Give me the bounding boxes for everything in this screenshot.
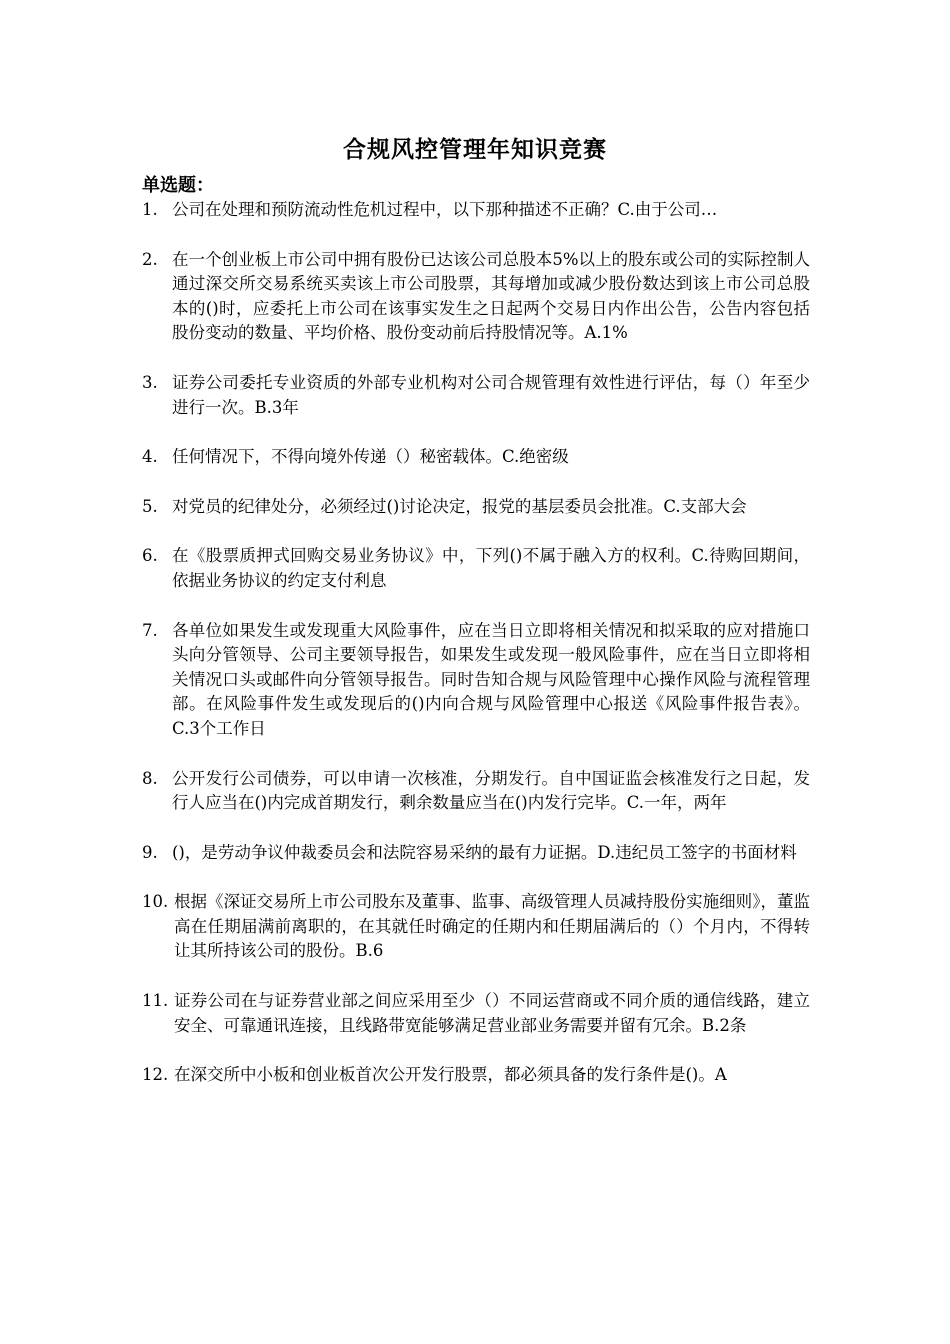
question-number: 6. — [142, 546, 158, 566]
section-heading: 单选题： — [142, 175, 214, 196]
question-number: 3. — [142, 372, 158, 392]
question-item — [142, 248, 810, 346]
question-text: 在《股票质押式回购交易业务协议》中，下列()不属于融入方的权利。C.待购回期间，依据业务协议的约定支付利息 — [172, 546, 810, 590]
question-number: 1. — [142, 200, 158, 219]
question-item — [142, 619, 810, 742]
question-text: 根据《深证交易所上市公司股东及董事、监事、高级管理人员减持股份实施细则》，董监高在任期届满前离职的，在其就任时确定的任期内和任期届满后的（）个月内，不得转让其所持该公司的股份。B.6 — [174, 892, 810, 961]
question-number: 9. — [142, 842, 158, 862]
question-text: 公开发行公司债券，可以申请一次核准，分期发行。自中国证监会核准发行之日起，发行人应当在()内完成首期发行，剩余数量应当在()内发行完毕。C.一年，两年 — [172, 768, 810, 813]
question-number: 4. — [142, 447, 158, 467]
question-number: 2. — [142, 249, 158, 269]
question-item — [142, 767, 810, 816]
question-text: 公司在处理和预防流动性危机过程中，以下那种描述不正确？C.由于公司… — [172, 200, 718, 219]
question-text: 在一个创业板上市公司中拥有股份已达该公司总股本5%以上的股东或公司的实际控制人通过深交所交易系统买卖该上市公司股票，其每增加或减少股份数达到该上市公司总股本的()时，应委托上市公司在该事实发生之日起两个交易日内作出公告，公告内容包括股份变动的数量、平均价格、股份变动前后持股情况等。A.1% — [172, 249, 810, 343]
document-title: 合规风控管理年知识竞赛 — [343, 136, 607, 163]
question-text: 证券公司在与证券营业部之间应采用至少（）不同运营商或不同介质的通信线路，建立安全、可靠通讯连接，且线路带宽能够满足营业部业务需要并留有冗余。B.2条 — [174, 991, 810, 1035]
question-item — [142, 198, 810, 223]
question-text: 对党员的纪律处分，必须经过()讨论决定，报党的基层委员会批准。C.支部大会 — [172, 496, 747, 516]
question-text: ()，是劳动争议仲裁委员会和法院容易采纳的最有力证据。D.违纪员工签字的书面材料 — [172, 842, 797, 862]
question-item — [142, 989, 810, 1038]
question-text: 在深交所中小板和创业板首次公开发行股票，都必须具备的发行条件是()。A — [174, 1065, 727, 1085]
question-item — [142, 544, 810, 593]
question-number: 7. — [142, 620, 158, 640]
question-text: 证券公司委托专业资质的外部专业机构对公司合规管理有效性进行评估，每（）年至少进行一次。B.3年 — [172, 372, 810, 417]
question-number: 11. — [142, 991, 169, 1011]
question-item — [142, 1063, 810, 1088]
question-text: 各单位如果发生或发现重大风险事件，应在当日立即将相关情况和拟采取的应对措施口头向分管领导、公司主要领导报告，如果发生或发现一般风险事件，应在当日立即将相关情况口头或邮件向分管领导报告。同时告知合规与风险管理中心操作风险与流程管理部。在风险事件发生或发现后的()内向合规与风险管理中心报送《风险事件报告表》。C.3个工作日 — [172, 620, 810, 738]
question-item — [142, 445, 810, 470]
question-item — [142, 841, 810, 866]
question-item — [142, 890, 810, 964]
question-number: 12. — [142, 1065, 169, 1085]
question-text: 任何情况下，不得向境外传递（）秘密载体。C.绝密级 — [172, 447, 569, 467]
question-number: 8. — [142, 768, 158, 788]
question-number: 10. — [142, 892, 169, 912]
question-list — [142, 198, 810, 1113]
question-item — [142, 371, 810, 420]
question-number: 5. — [142, 496, 158, 516]
question-item — [142, 495, 810, 520]
